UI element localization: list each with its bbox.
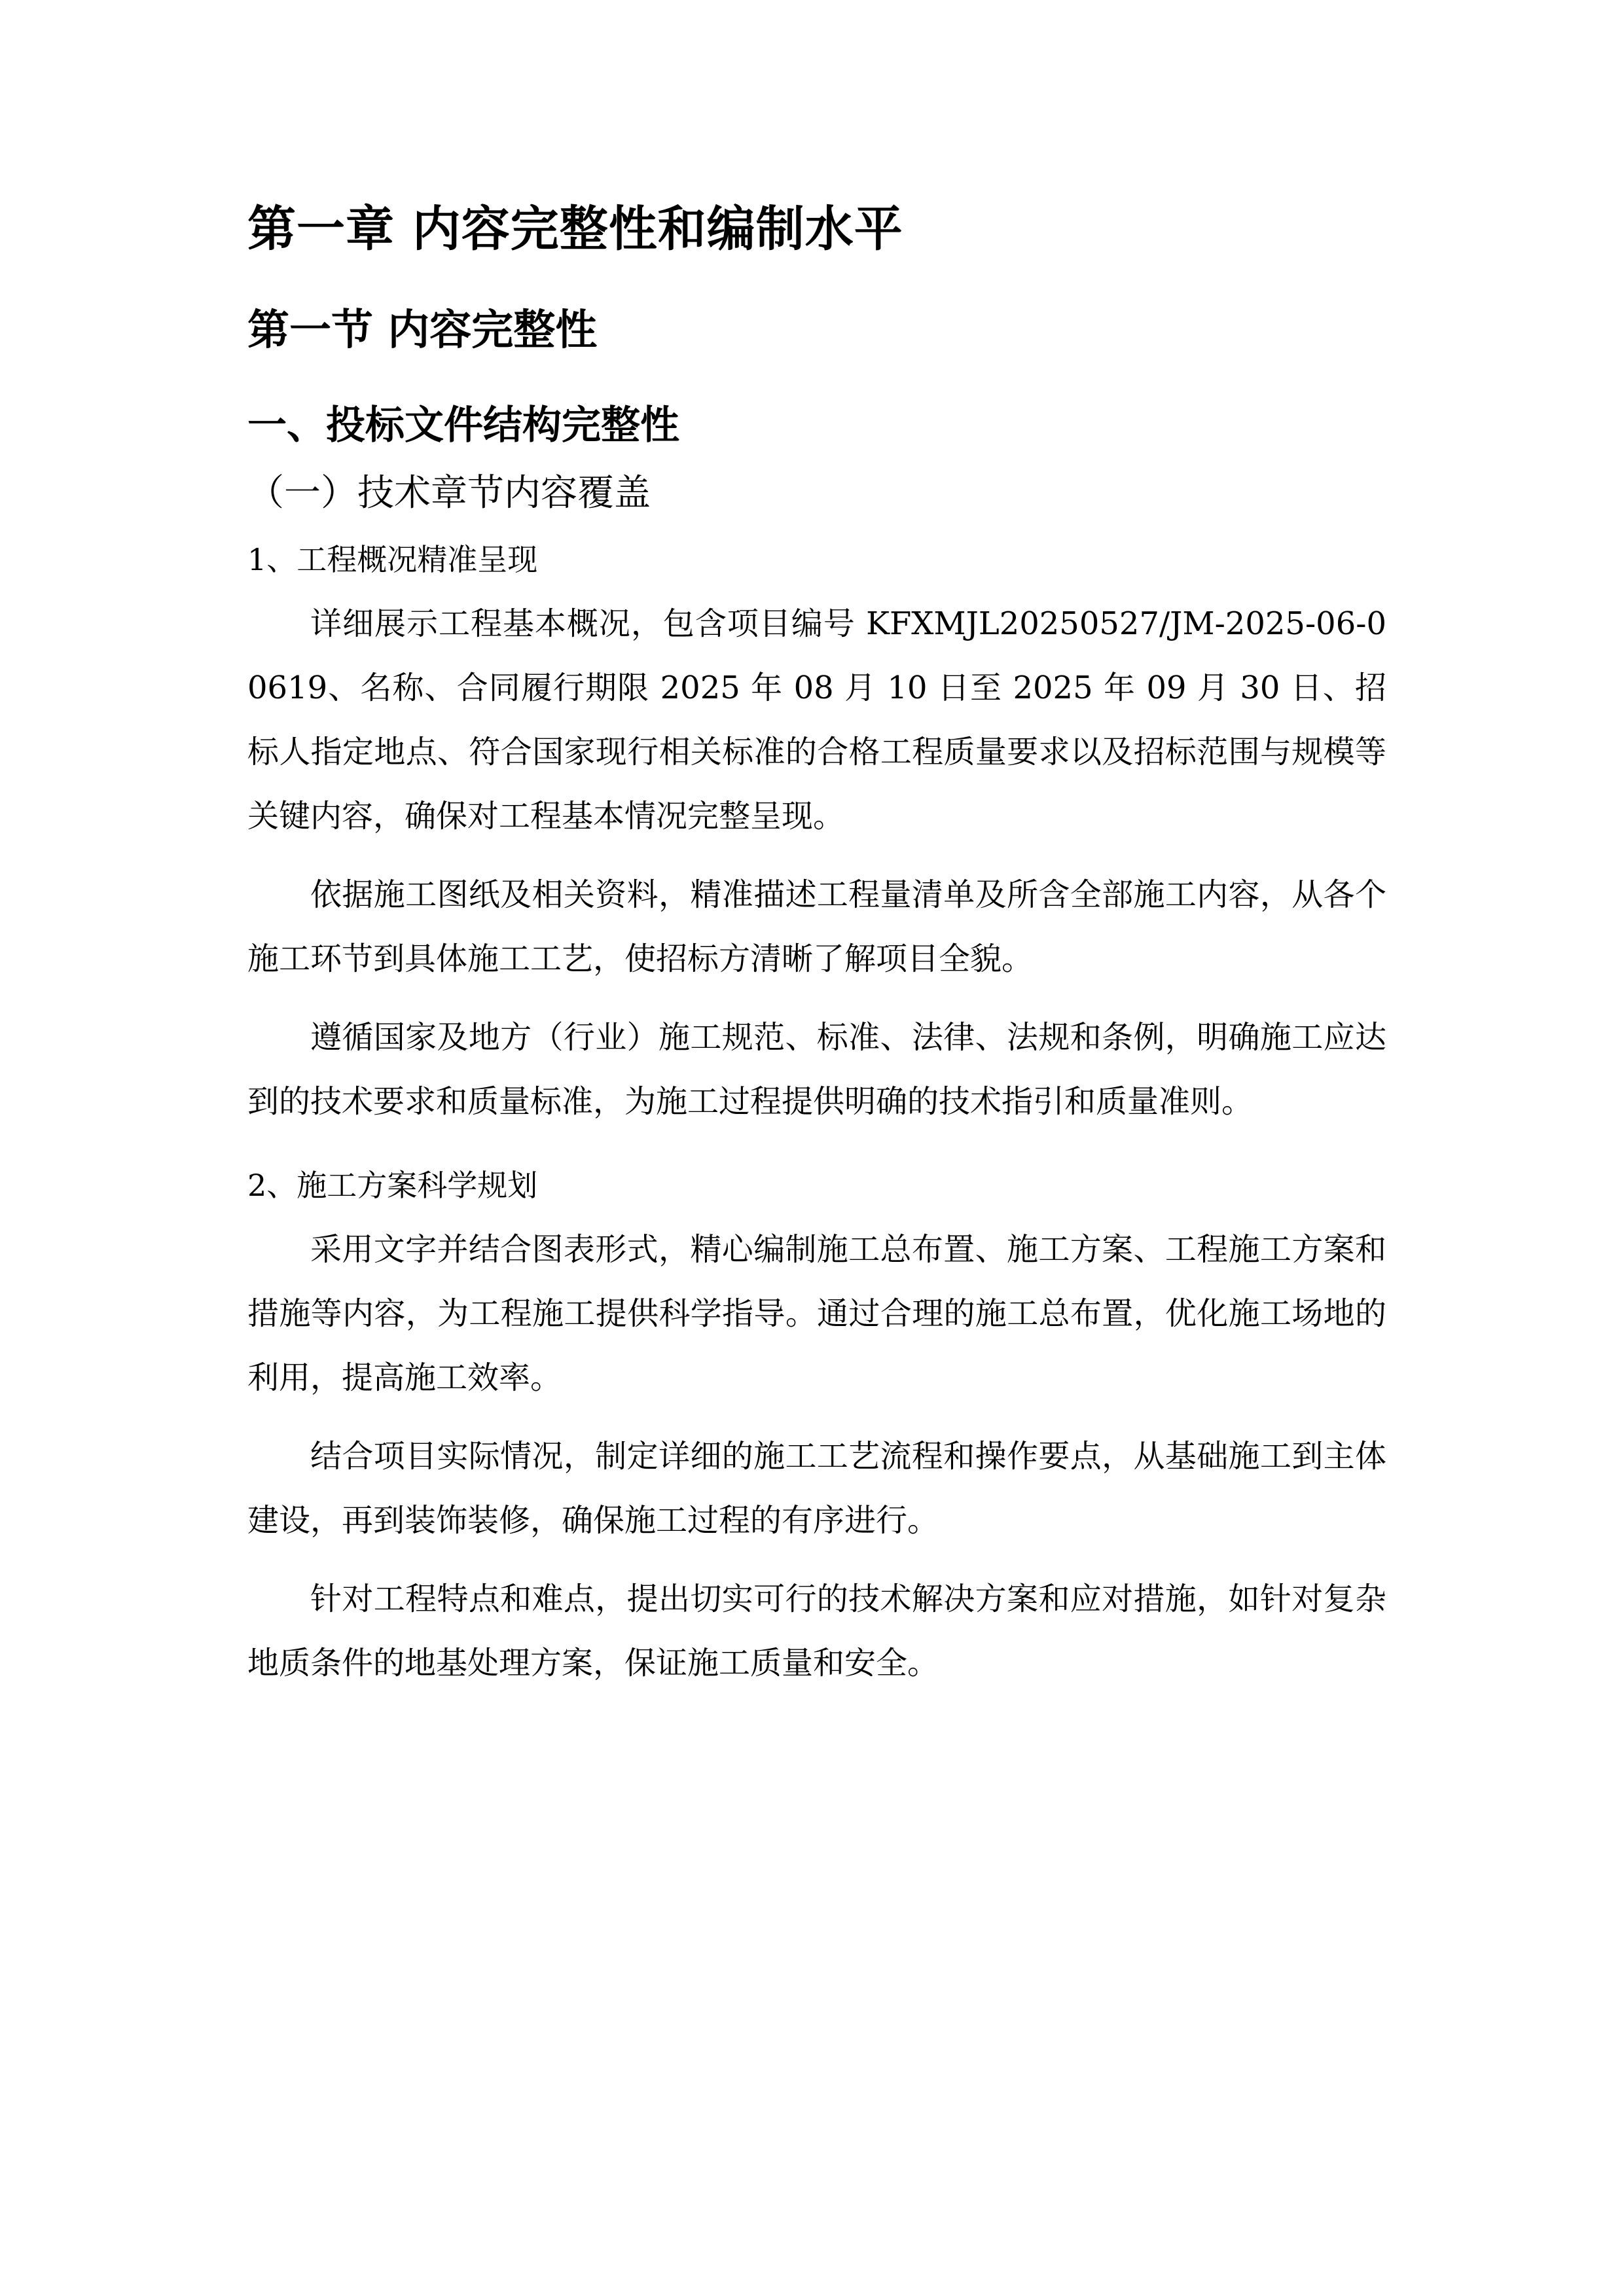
paragraph: 遵循国家及地方（行业）施工规范、标准、法律、法规和条例，明确施工应达到的技术要求和质量标准，为施工过程提供明确的技术指引和质量准则。 — [247, 1019, 1386, 1120]
paragraph: 针对工程特点和难点，提出切实可行的技术解决方案和应对措施，如针对复杂地质条件的地基处理方案，保证施工质量和安全。 — [247, 1581, 1386, 1681]
paragraph: 采用文字并结合图表形式，精心编制施工总布置、施工方案、工程施工方案和措施等内容，为工程施工提供科学指导。通过合理的施工总布置，优化施工场地的利用，提高施工效率。 — [247, 1231, 1386, 1396]
item-construction-plan — [247, 1156, 1386, 1695]
part-title: 一、投标文件结构完整性 — [247, 403, 679, 448]
item-title: 2、施工方案科学规划 — [247, 1168, 538, 1203]
item-title: 1、工程概况精准呈现 — [247, 542, 538, 577]
paragraph: 依据施工图纸及相关资料，精准描述工程量清单及所含全部施工内容，从各个施工环节到具体施工工艺，使招标方清晰了解项目全貌。 — [247, 876, 1386, 977]
paragraph: 结合项目实际情况，制定详细的施工工艺流程和操作要点，从基础施工到主体建设，再到装饰装修，确保施工过程的有序进行。 — [247, 1438, 1386, 1539]
item-engineering-overview — [247, 530, 1386, 1134]
chapter-title: 第一章 内容完整性和编制水平 — [247, 201, 903, 257]
paragraph: 详细展示工程基本概况，包含项目编号 KFXMJL20250527/JM-2025-06-00619、名称、合同履行期限 2025 年 08 月 10 日至 2025 年 09 月 30 日、招标人指定地点、符合国家现行相关标准的合格工程质量要求以及招标范围与规模等关键内容，确保对工程基本情况完整呈现。 — [247, 605, 1386, 834]
section-title: 第一节 内容完整性 — [247, 306, 598, 355]
subsection-title: （一）技术章节内容覆盖 — [247, 472, 651, 514]
document-content — [247, 190, 1386, 1710]
